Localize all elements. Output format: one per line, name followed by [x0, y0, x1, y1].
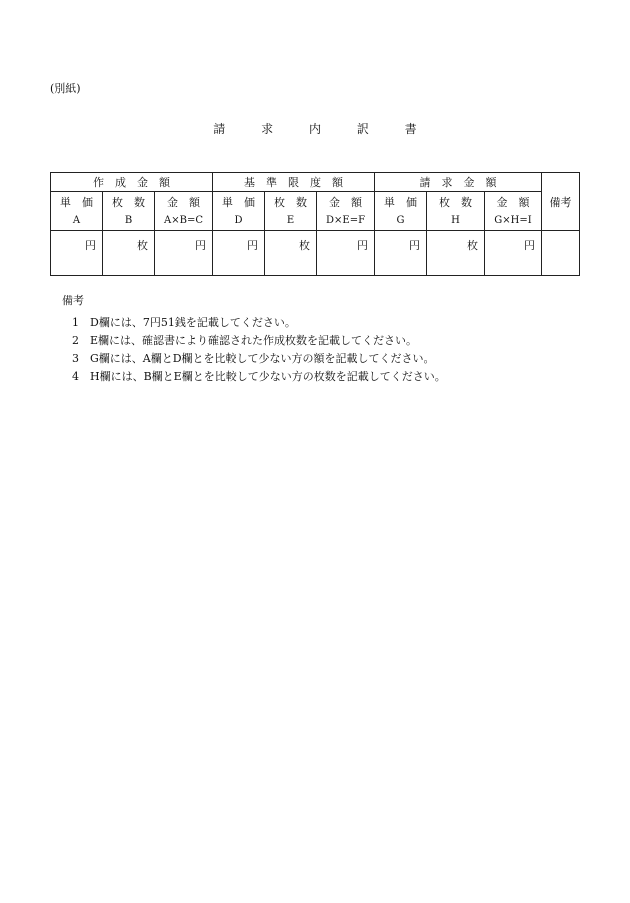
group-header-seikyu: 請 求 金 額	[375, 173, 542, 192]
note-text: E欄には、確認書により確認された作成枚数を記載してください。	[90, 334, 418, 347]
title-char: 訳	[356, 122, 369, 136]
column-code: A×B=C	[155, 211, 213, 231]
unit-cell: 枚	[103, 231, 155, 276]
column-code: G×H=I	[485, 211, 542, 231]
note-text: G欄には、A欄とD欄とを比較して少ない方の額を記載してください。	[90, 352, 435, 365]
note-number: 2	[72, 334, 79, 347]
column-label: 金 額	[155, 192, 213, 212]
title-char: 内	[308, 122, 321, 136]
column-code: D	[213, 211, 265, 231]
column-code: E	[265, 211, 317, 231]
unit-cell: 枚	[427, 231, 485, 276]
column-code: A	[51, 211, 103, 231]
note-item	[62, 332, 446, 350]
unit-cell: 円	[375, 231, 427, 276]
note-text: D欄には、7円51銭を記載してください。	[90, 316, 296, 329]
unit-cell: 円	[51, 231, 103, 276]
title-char: 求	[261, 122, 274, 136]
column-code: B	[103, 211, 155, 231]
note-item	[62, 350, 446, 368]
unit-cell: 円	[155, 231, 213, 276]
remarks-cell	[542, 231, 580, 276]
column-label: 金 額	[317, 192, 375, 212]
title-char: 請	[213, 122, 226, 136]
column-label: 単 価	[51, 192, 103, 212]
note-item	[62, 314, 446, 332]
notes-heading: 備考	[62, 294, 84, 307]
column-label: 枚 数	[427, 192, 485, 212]
unit-cell: 円	[485, 231, 542, 276]
column-code: H	[427, 211, 485, 231]
note-number: 4	[72, 370, 79, 383]
column-label: 枚 数	[265, 192, 317, 212]
unit-cell: 円	[317, 231, 375, 276]
column-label: 金 額	[485, 192, 542, 212]
document-title	[0, 120, 630, 137]
attachment-label: (別紙)	[50, 82, 81, 95]
column-code: D×E=F	[317, 211, 375, 231]
unit-cell: 枚	[265, 231, 317, 276]
notes-section	[62, 292, 446, 386]
claim-breakdown-table	[50, 172, 580, 276]
remarks-column-header: 備考	[542, 173, 580, 231]
group-header-sakusei: 作 成 金 額	[51, 173, 213, 192]
title-char: 書	[404, 122, 417, 136]
group-header-kijun: 基 準 限 度 額	[213, 173, 375, 192]
column-label: 単 価	[375, 192, 427, 212]
note-number: 3	[72, 352, 79, 365]
column-label: 単 価	[213, 192, 265, 212]
note-number: 1	[72, 316, 79, 329]
note-item	[62, 368, 446, 386]
unit-cell: 円	[213, 231, 265, 276]
column-code: G	[375, 211, 427, 231]
note-text: H欄には、B欄とE欄とを比較して少ない方の枚数を記載してください。	[90, 370, 446, 383]
column-label: 枚 数	[103, 192, 155, 212]
